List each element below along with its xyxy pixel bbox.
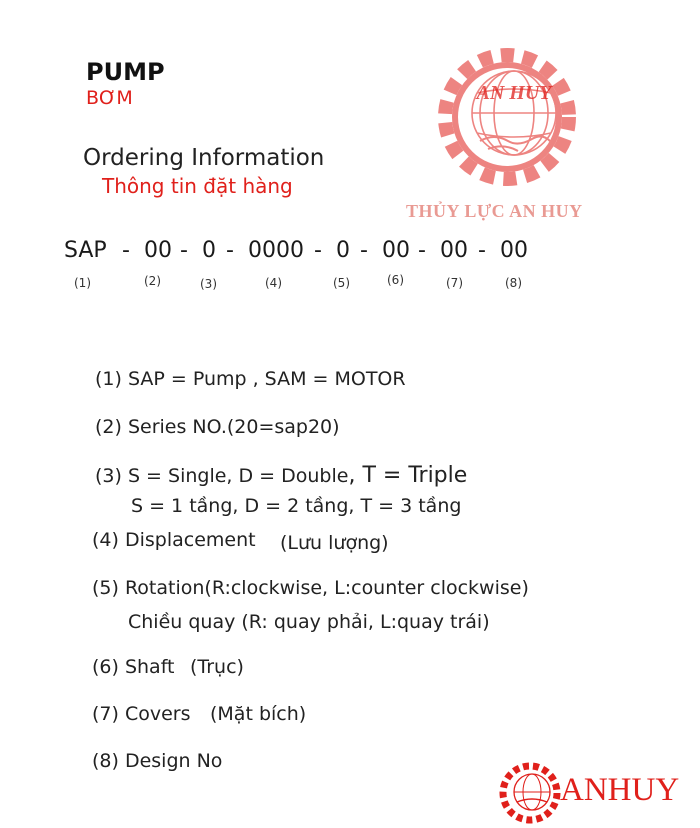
code-index: (1) bbox=[74, 276, 91, 290]
brand-logo-text: ANHUY bbox=[560, 772, 680, 808]
code-seg: - bbox=[180, 238, 188, 263]
list-item-4: (4) Displacement bbox=[92, 529, 256, 551]
code-seg: 0000 bbox=[248, 238, 304, 263]
section-title: Ordering Information bbox=[83, 145, 325, 171]
list-item-3 bbox=[95, 463, 467, 488]
code-seg: 0 bbox=[336, 238, 350, 263]
page-title: PUMP bbox=[86, 58, 165, 86]
code-seg: - bbox=[122, 238, 130, 263]
section-title-vn: Thông tin đặt hàng bbox=[102, 174, 293, 198]
logo-emblem-text: AN HUY bbox=[476, 82, 552, 104]
code-seg: SAP bbox=[64, 238, 107, 263]
list-item-8: (8) Design No bbox=[92, 750, 223, 772]
code-index: (5) bbox=[333, 276, 350, 290]
code-index: (4) bbox=[265, 276, 282, 290]
list-item-6-vn: (Trục) bbox=[190, 656, 244, 678]
code-seg: 0 bbox=[202, 238, 216, 263]
code-seg: - bbox=[314, 238, 322, 263]
list-item-6: (6) Shaft bbox=[92, 656, 175, 678]
list-item-5: (5) Rotation(R:clockwise, L:counter clockwise) bbox=[92, 577, 529, 599]
code-seg: 00 bbox=[440, 238, 468, 263]
code-seg: - bbox=[418, 238, 426, 263]
list-item-7: (7) Covers bbox=[92, 703, 191, 725]
list-item-3-label: (3) S = Single, D = Double bbox=[95, 465, 349, 487]
list-item-2: (2) Series NO.(20=sap20) bbox=[95, 416, 340, 438]
code-seg: 00 bbox=[144, 238, 172, 263]
code-index: (7) bbox=[446, 276, 463, 290]
list-item-3-triple: , T = Triple bbox=[348, 463, 468, 488]
an-huy-small-logo-icon bbox=[497, 760, 563, 826]
page-title-vn: BƠM bbox=[86, 87, 133, 109]
list-item-7-vn: (Mặt bích) bbox=[210, 703, 307, 725]
model-code bbox=[64, 238, 544, 268]
code-index: (3) bbox=[200, 277, 217, 291]
watermark-text: THỦY LỰC AN HUY bbox=[406, 201, 583, 221]
code-index: (8) bbox=[505, 276, 522, 290]
code-seg: - bbox=[478, 238, 486, 263]
list-item-5-vn: Chiều quay (R: quay phải, L:quay trái) bbox=[128, 611, 490, 633]
code-index: (2) bbox=[144, 274, 161, 288]
code-seg: 00 bbox=[500, 238, 528, 263]
list-item-4-vn: (Lưu lượng) bbox=[280, 532, 389, 554]
code-seg: - bbox=[360, 238, 368, 263]
list-item-1: (1) SAP = Pump , SAM = MOTOR bbox=[95, 368, 406, 390]
code-index: (6) bbox=[387, 273, 404, 287]
code-seg: - bbox=[226, 238, 234, 263]
list-item-3-vn: S = 1 tầng, D = 2 tầng, T = 3 tầng bbox=[131, 495, 462, 517]
code-seg: 00 bbox=[382, 238, 410, 263]
an-huy-gear-logo bbox=[432, 33, 582, 201]
